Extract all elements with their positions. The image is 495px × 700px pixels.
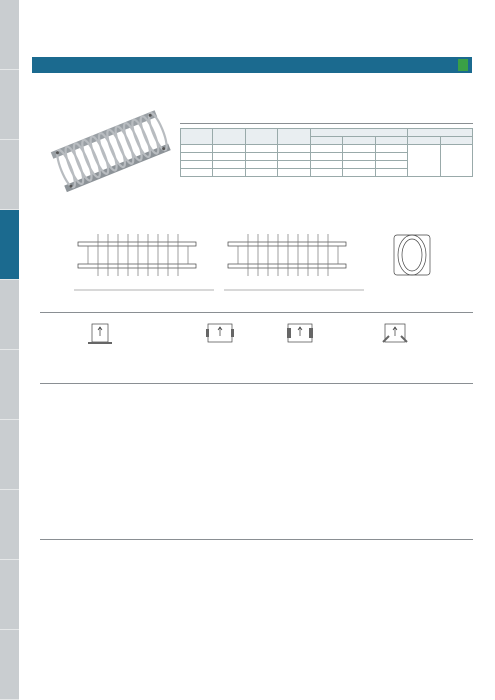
product-photo [45, 108, 175, 196]
spec-cell [343, 153, 375, 161]
install-method [70, 320, 130, 350]
side-tab[interactable] [0, 560, 19, 630]
install-method [190, 320, 250, 350]
dimension-drawings [60, 220, 495, 295]
side-tab[interactable] [0, 70, 19, 140]
col-h [213, 129, 245, 145]
spec-cell [245, 161, 277, 169]
price-cell [408, 145, 440, 177]
side-tab[interactable] [0, 140, 19, 210]
side-tab[interactable] [0, 210, 19, 280]
rohs-badge [458, 59, 468, 71]
side-tab[interactable] [0, 350, 19, 420]
col-od [245, 129, 277, 145]
install-icon [190, 320, 250, 348]
spec-cell [213, 161, 245, 169]
spec-cell [213, 153, 245, 161]
install-icon [70, 320, 130, 348]
spec-cell [245, 153, 277, 161]
side-tab[interactable] [0, 420, 19, 490]
install-icon [270, 320, 330, 348]
side-index [0, 0, 19, 700]
spec-cell [278, 145, 310, 153]
spec-cell [310, 161, 342, 169]
col-shear [343, 137, 375, 145]
spec-cell [245, 145, 277, 153]
spec-cell [375, 169, 407, 177]
spec-cell [375, 153, 407, 161]
spec-cell [278, 161, 310, 169]
spec-cell [310, 153, 342, 161]
spec-cell [343, 169, 375, 177]
spec-cell [375, 145, 407, 153]
spec-cell [310, 145, 342, 153]
spec-cell [278, 169, 310, 177]
spec-cell [343, 161, 375, 169]
spec-cell [278, 153, 310, 161]
col-price [408, 129, 473, 137]
spec-cell [375, 161, 407, 169]
side-tab[interactable] [0, 280, 19, 350]
spec-row [181, 145, 473, 153]
spec-table [180, 128, 473, 177]
spec-cell [245, 169, 277, 177]
spec-cell [181, 161, 213, 169]
col-dtype [408, 137, 440, 145]
vib-divider [40, 383, 473, 384]
side-tab[interactable] [0, 490, 19, 560]
spec-cell [181, 169, 213, 177]
col-deflection [310, 129, 407, 137]
spec-cell [213, 145, 245, 153]
install-divider [40, 312, 473, 313]
price-cell [440, 145, 473, 177]
col-45 [375, 137, 407, 145]
col-atype [440, 137, 473, 145]
side-tab[interactable] [0, 0, 19, 70]
subtitle-bar [32, 57, 472, 73]
spec-cell [310, 169, 342, 177]
side-tab[interactable] [0, 630, 19, 700]
shock-divider [40, 539, 473, 540]
install-icon [365, 320, 425, 348]
install-method [365, 320, 425, 350]
col-mass [278, 129, 310, 145]
spec-cell [213, 169, 245, 177]
install-method [270, 320, 330, 350]
spec-cell [181, 145, 213, 153]
spec-divider [180, 123, 473, 124]
spec-cell [343, 145, 375, 153]
col-model [181, 129, 213, 145]
col-comp [310, 137, 342, 145]
spec-cell [181, 153, 213, 161]
